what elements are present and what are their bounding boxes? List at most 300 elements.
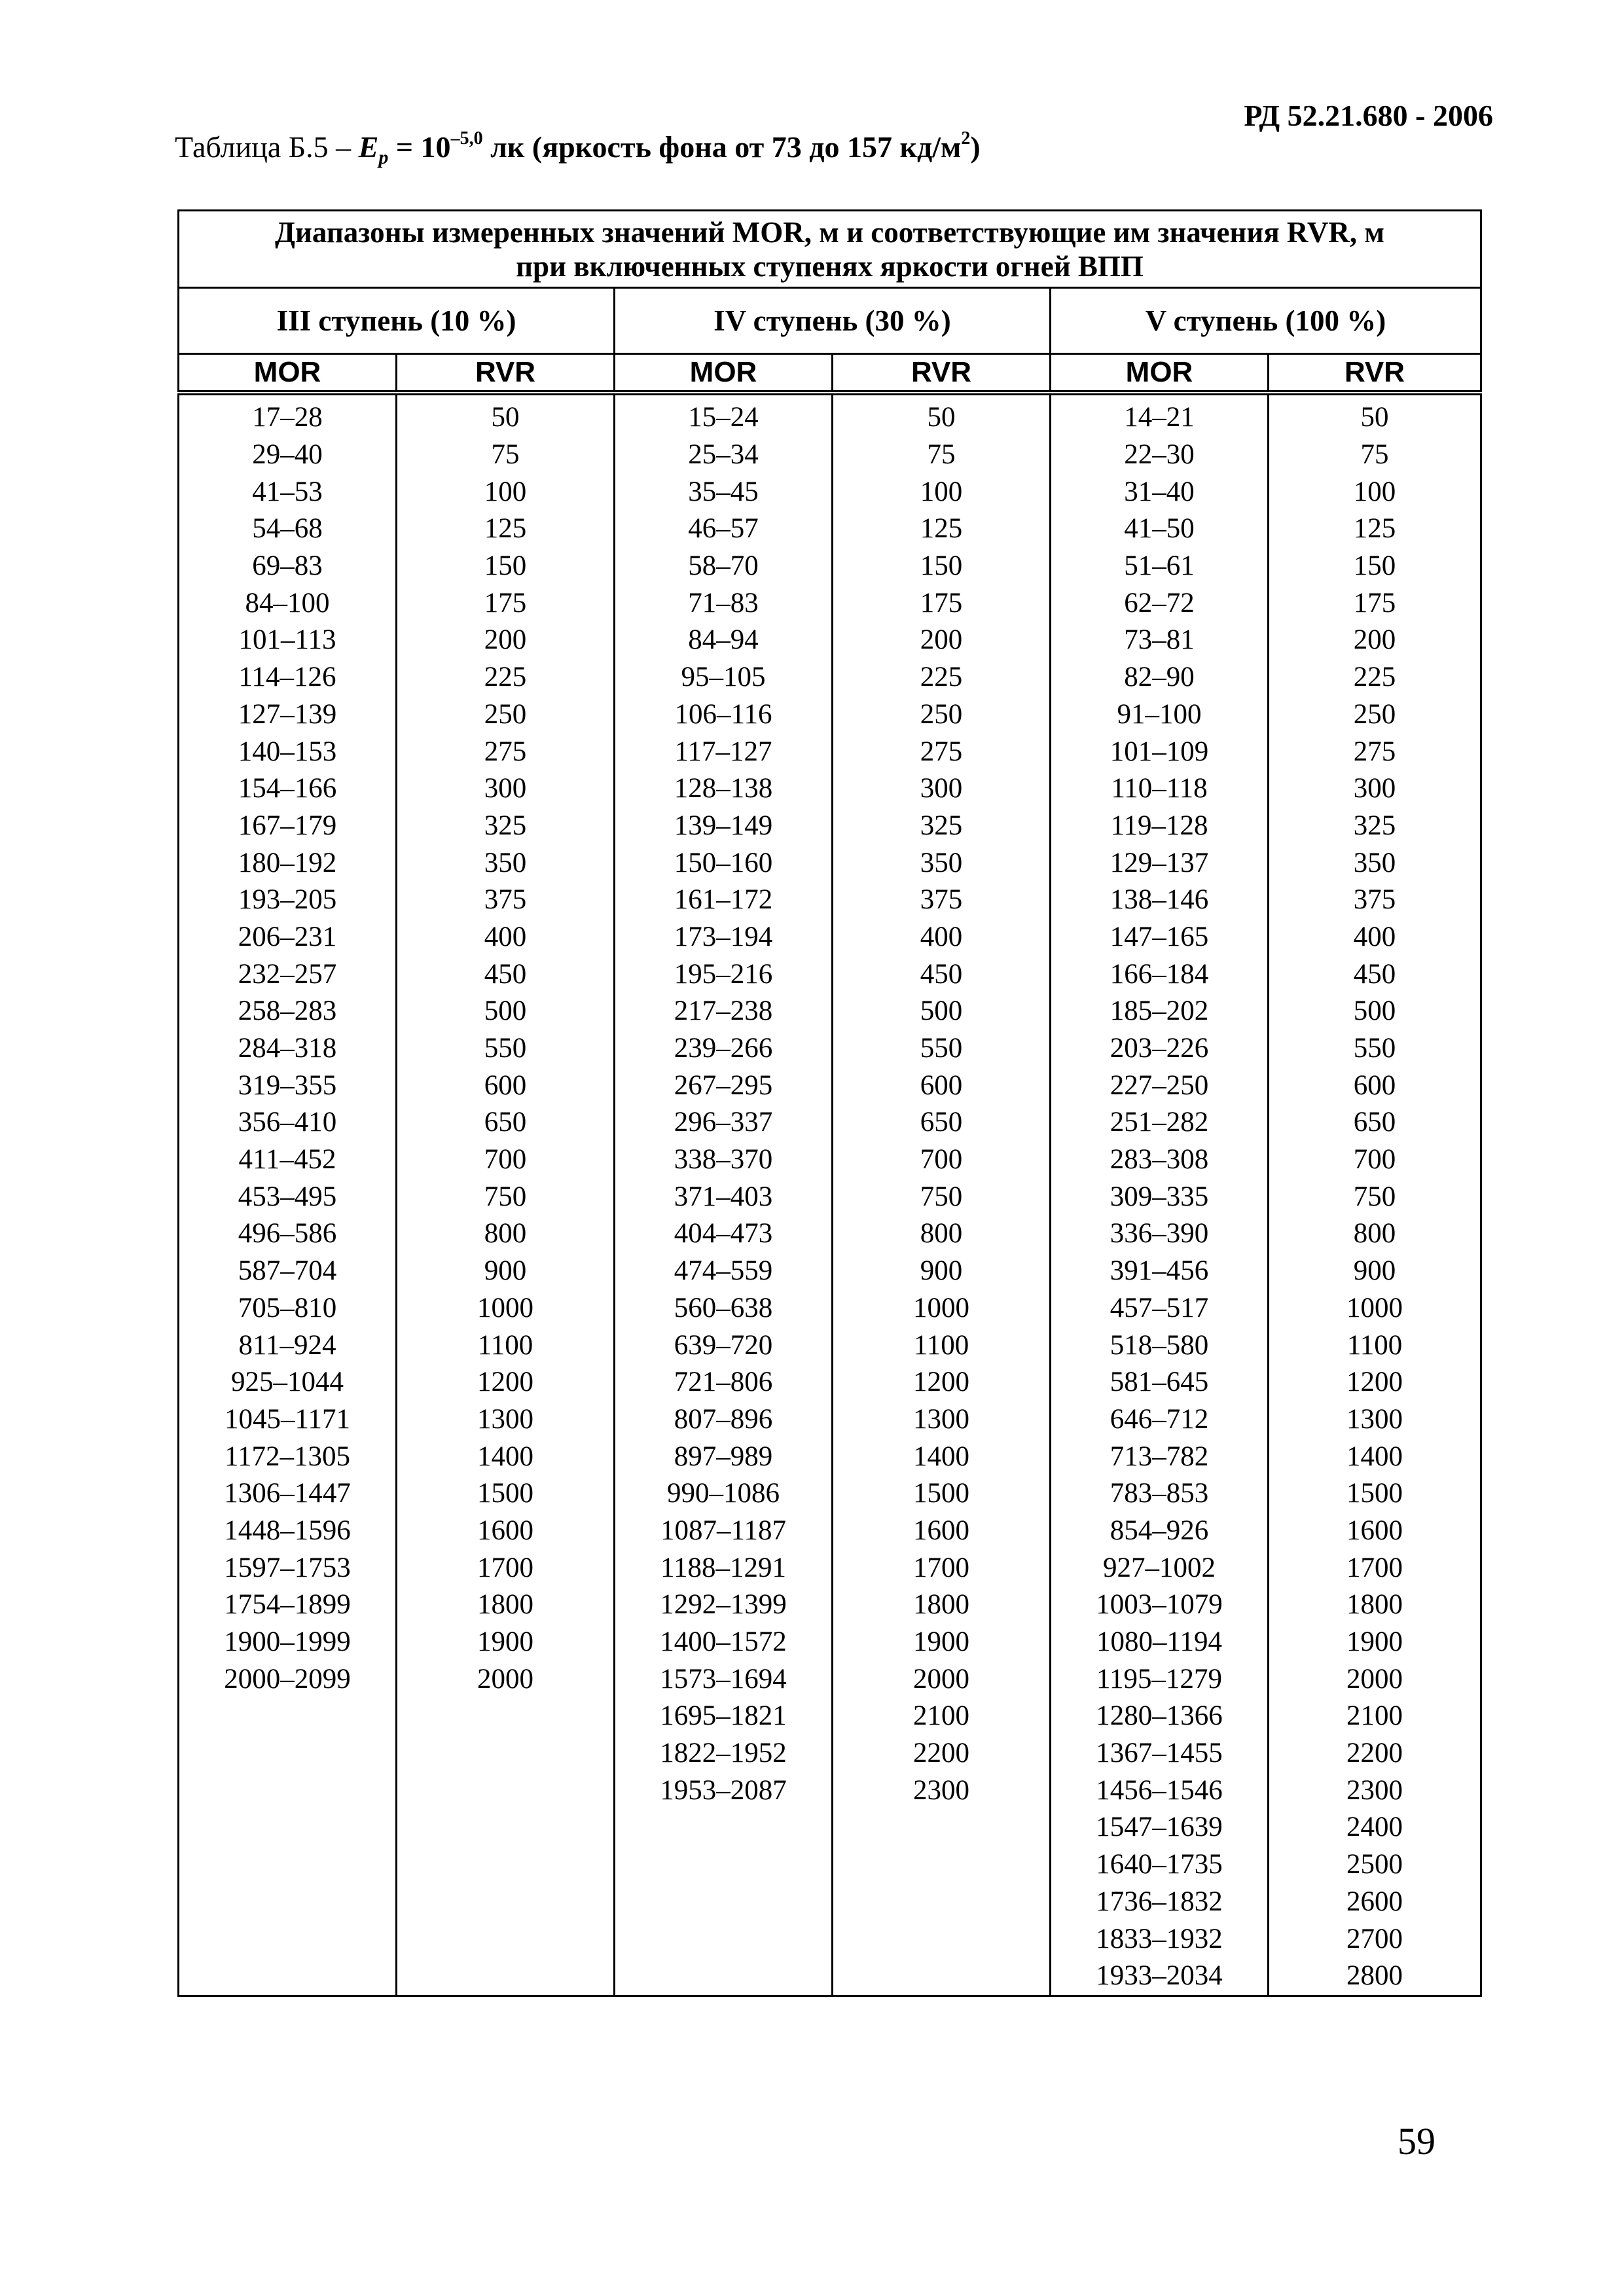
mor-cell: 1080–1194: [1051, 1624, 1269, 1661]
mor-cell: 1833–1932: [1051, 1920, 1269, 1958]
rvr-cell: [397, 1698, 615, 1735]
mor-cell: 587–704: [179, 1253, 397, 1290]
rvr-cell: 125: [833, 511, 1051, 548]
rvr-cell: 700: [833, 1141, 1051, 1179]
table-row: [179, 473, 1481, 511]
mor-cell: 54–68: [179, 511, 397, 548]
mor-cell: 356–410: [179, 1104, 397, 1141]
mor-cell: 73–81: [1051, 622, 1269, 659]
mor-cell: 139–149: [615, 808, 833, 845]
mor-cell: 150–160: [615, 844, 833, 882]
rvr-cell: 1300: [397, 1401, 615, 1439]
mor-cell: 1900–1999: [179, 1624, 397, 1661]
mor-cell: 22–30: [1051, 437, 1269, 474]
rvr-cell: 400: [397, 919, 615, 956]
table-row: [179, 844, 1481, 882]
rvr-cell: 150: [1269, 548, 1481, 585]
mor-cell: 1640–1735: [1051, 1846, 1269, 1884]
mor-cell: 283–308: [1051, 1141, 1269, 1179]
mor-cell: 138–146: [1051, 882, 1269, 919]
table-row: [179, 584, 1481, 622]
rvr-cell: 1400: [397, 1438, 615, 1475]
mor-cell: 338–370: [615, 1141, 833, 1179]
mor-cell: 1188–1291: [615, 1549, 833, 1587]
mor-cell: 2000–2099: [179, 1660, 397, 1698]
rvr-cell: 600: [397, 1067, 615, 1104]
rvr-cell: 1700: [1269, 1549, 1481, 1587]
mor-cell: 31–40: [1051, 473, 1269, 511]
mor-cell: 1172–1305: [179, 1438, 397, 1475]
mor-cell: 46–57: [615, 511, 833, 548]
caption-exponent: –5,0: [450, 128, 483, 149]
table-row: [179, 1364, 1481, 1401]
rvr-cell: 700: [397, 1141, 615, 1179]
mor-cell: [179, 1809, 397, 1846]
mor-cell: 1045–1171: [179, 1401, 397, 1439]
table-row: [179, 1698, 1481, 1735]
rvr-cell: 2300: [1269, 1772, 1481, 1809]
mor-cell: 496–586: [179, 1215, 397, 1253]
mor-cell: 474–559: [615, 1253, 833, 1290]
mor-cell: 581–645: [1051, 1364, 1269, 1401]
rvr-cell: 550: [833, 1030, 1051, 1067]
rvr-cell: 75: [833, 437, 1051, 474]
table-row: [179, 1475, 1481, 1513]
mor-cell: 180–192: [179, 844, 397, 882]
mor-cell: 404–473: [615, 1215, 833, 1253]
rvr-cell: 2400: [1269, 1809, 1481, 1846]
rvr-cell: 250: [833, 696, 1051, 734]
rvr-cell: 1600: [833, 1513, 1051, 1550]
rvr-cell: [397, 1772, 615, 1809]
table-row: [179, 393, 1481, 437]
table-row: [179, 1735, 1481, 1772]
mor-cell: 173–194: [615, 919, 833, 956]
table-row: [179, 882, 1481, 919]
mor-cell: 232–257: [179, 956, 397, 993]
rvr-cell: 1100: [833, 1327, 1051, 1364]
table-row: [179, 696, 1481, 734]
rvr-cell: 350: [1269, 844, 1481, 882]
table-row: [179, 808, 1481, 845]
mor-cell: 119–128: [1051, 808, 1269, 845]
rvr-cell: 350: [833, 844, 1051, 882]
rvr-cell: 1600: [397, 1513, 615, 1550]
mor-cell: 713–782: [1051, 1438, 1269, 1475]
caption-subscript: p: [378, 147, 389, 168]
mor-cell: 147–165: [1051, 919, 1269, 956]
mor-cell: 990–1086: [615, 1475, 833, 1513]
rvr-cell: 150: [397, 548, 615, 585]
rvr-cell: 175: [833, 584, 1051, 622]
mor-cell: 251–282: [1051, 1104, 1269, 1141]
rvr-cell: [833, 1846, 1051, 1884]
mor-cell: 1003–1079: [1051, 1587, 1269, 1624]
mor-cell: 1597–1753: [179, 1549, 397, 1587]
mor-cell: 807–896: [615, 1401, 833, 1439]
mor-cell: 227–250: [1051, 1067, 1269, 1104]
rvr-cell: 1100: [1269, 1327, 1481, 1364]
mor-cell: [179, 1698, 397, 1735]
mor-cell: 783–853: [1051, 1475, 1269, 1513]
table-body: [179, 393, 1481, 1996]
table-row: [179, 1846, 1481, 1884]
mor-cell: 25–34: [615, 437, 833, 474]
mor-cell: 128–138: [615, 770, 833, 808]
table-row: [179, 1030, 1481, 1067]
table-row: [179, 622, 1481, 659]
mor-cell: 15–24: [615, 393, 833, 437]
rvr-cell: [833, 1809, 1051, 1846]
rvr-cell: 1200: [833, 1364, 1051, 1401]
mor-cell: 1953–2087: [615, 1772, 833, 1809]
rvr-cell: 400: [1269, 919, 1481, 956]
rvr-cell: 1100: [397, 1327, 615, 1364]
rvr-cell: 1000: [833, 1290, 1051, 1327]
rvr-cell: 75: [397, 437, 615, 474]
rvr-cell: 1800: [833, 1587, 1051, 1624]
mor-cell: [615, 1920, 833, 1958]
mor-cell: [615, 1809, 833, 1846]
rvr-cell: 2000: [833, 1660, 1051, 1698]
table-row: [179, 1624, 1481, 1661]
mor-cell: 91–100: [1051, 696, 1269, 734]
rvr-cell: 325: [397, 808, 615, 845]
mor-cell: 258–283: [179, 993, 397, 1030]
rvr-cell: 375: [1269, 882, 1481, 919]
mor-cell: [179, 1884, 397, 1921]
rvr-cell: [397, 1920, 615, 1958]
rvr-cell: 2000: [1269, 1660, 1481, 1698]
rvr-cell: 500: [1269, 993, 1481, 1030]
mor-cell: 411–452: [179, 1141, 397, 1179]
caption-equals: = 10: [388, 130, 451, 164]
rvr-cell: 1800: [1269, 1587, 1481, 1624]
mor-cell: 721–806: [615, 1364, 833, 1401]
rvr-cell: 450: [833, 956, 1051, 993]
mor-cell: 17–28: [179, 393, 397, 437]
caption-prefix: Таблица Б.5 –: [175, 130, 359, 164]
rvr-cell: 1900: [397, 1624, 615, 1661]
rvr-cell: 1500: [1269, 1475, 1481, 1513]
mor-cell: 639–720: [615, 1327, 833, 1364]
mor-cell: 84–100: [179, 584, 397, 622]
step-header-iv: IV ступень (30 %): [615, 288, 1051, 354]
rvr-cell: 1500: [833, 1475, 1051, 1513]
rvr-cell: [397, 1884, 615, 1921]
rvr-cell: [833, 1884, 1051, 1921]
rvr-cell: 1400: [833, 1438, 1051, 1475]
rvr-cell: 1900: [833, 1624, 1051, 1661]
mor-cell: 217–238: [615, 993, 833, 1030]
table-row: [179, 1587, 1481, 1624]
rvr-cell: 900: [397, 1253, 615, 1290]
caption-symbol: E: [358, 130, 379, 164]
table-row: [179, 1920, 1481, 1958]
mor-cell: 71–83: [615, 584, 833, 622]
rvr-cell: 75: [1269, 437, 1481, 474]
rvr-cell: 600: [833, 1067, 1051, 1104]
rvr-cell: 2600: [1269, 1884, 1481, 1921]
rvr-cell: 2100: [1269, 1698, 1481, 1735]
mor-cell: 51–61: [1051, 548, 1269, 585]
rvr-cell: 1000: [397, 1290, 615, 1327]
mor-cell: 154–166: [179, 770, 397, 808]
page-number: 59: [1398, 2120, 1435, 2162]
rvr-cell: 700: [1269, 1141, 1481, 1179]
column-header-rvr: RVR: [1269, 354, 1481, 393]
rvr-cell: 400: [833, 919, 1051, 956]
rvr-cell: 100: [1269, 473, 1481, 511]
rvr-cell: 225: [833, 659, 1051, 696]
rvr-cell: 800: [833, 1215, 1051, 1253]
rvr-cell: 550: [397, 1030, 615, 1067]
mor-cell: 203–226: [1051, 1030, 1269, 1067]
mor-cell: [179, 1958, 397, 1996]
rvr-cell: 175: [1269, 584, 1481, 622]
table-row: [179, 1327, 1481, 1364]
mor-cell: 453–495: [179, 1178, 397, 1215]
caption-close: ): [970, 130, 981, 164]
table-title: [179, 211, 1481, 288]
mor-cell: 127–139: [179, 696, 397, 734]
rvr-cell: 650: [833, 1104, 1051, 1141]
mor-cell: 284–318: [179, 1030, 397, 1067]
table-row: [179, 1141, 1481, 1179]
table-row: [179, 1772, 1481, 1809]
column-header-mor: MOR: [1051, 354, 1269, 393]
mor-cell: 1456–1546: [1051, 1772, 1269, 1809]
rvr-cell: 300: [833, 770, 1051, 808]
rvr-cell: 900: [833, 1253, 1051, 1290]
mor-cell: 811–924: [179, 1327, 397, 1364]
mor-cell: 101–109: [1051, 733, 1269, 770]
mor-cell: 166–184: [1051, 956, 1269, 993]
column-header-rvr: RVR: [833, 354, 1051, 393]
caption-unit-exponent: 2: [961, 128, 971, 149]
rvr-cell: [833, 1920, 1051, 1958]
table-row: [179, 1958, 1481, 1996]
table-row: [179, 1549, 1481, 1587]
table-row: [179, 770, 1481, 808]
rvr-cell: 1400: [1269, 1438, 1481, 1475]
rvr-cell: 50: [397, 393, 615, 437]
mor-cell: 1736–1832: [1051, 1884, 1269, 1921]
mor-cell: 206–231: [179, 919, 397, 956]
mor-cell: 854–926: [1051, 1513, 1269, 1550]
mor-cell: 1280–1366: [1051, 1698, 1269, 1735]
rvr-cell: 275: [833, 733, 1051, 770]
table-row: [179, 993, 1481, 1030]
mor-cell: 101–113: [179, 622, 397, 659]
rvr-cell: 50: [833, 393, 1051, 437]
mor-rvr-table: [177, 209, 1482, 1997]
table-caption: [175, 128, 981, 168]
mor-cell: 29–40: [179, 437, 397, 474]
rvr-cell: 125: [1269, 511, 1481, 548]
rvr-cell: 200: [833, 622, 1051, 659]
rvr-cell: 1500: [397, 1475, 615, 1513]
table-row: [179, 1809, 1481, 1846]
rvr-cell: 300: [397, 770, 615, 808]
mor-cell: 267–295: [615, 1067, 833, 1104]
mor-cell: 1448–1596: [179, 1513, 397, 1550]
rvr-cell: 750: [1269, 1178, 1481, 1215]
step-header-v: V ступень (100 %): [1051, 288, 1481, 354]
rvr-cell: 750: [397, 1178, 615, 1215]
rvr-cell: 600: [1269, 1067, 1481, 1104]
mor-cell: 1933–2034: [1051, 1958, 1269, 1996]
mor-cell: 110–118: [1051, 770, 1269, 808]
mor-cell: 1367–1455: [1051, 1735, 1269, 1772]
mor-cell: 1195–1279: [1051, 1660, 1269, 1698]
mor-cell: 1754–1899: [179, 1587, 397, 1624]
mor-cell: 69–83: [179, 548, 397, 585]
table-row: [179, 1215, 1481, 1253]
table-title-line-1: Диапазоны измеренных значений MOR, м и соответствующие им значения RVR, м: [275, 215, 1384, 249]
rvr-cell: 2100: [833, 1698, 1051, 1735]
rvr-cell: 650: [1269, 1104, 1481, 1141]
mor-cell: [615, 1884, 833, 1921]
rvr-cell: 350: [397, 844, 615, 882]
mor-cell: 1695–1821: [615, 1698, 833, 1735]
rvr-cell: 100: [833, 473, 1051, 511]
mor-cell: 58–70: [615, 548, 833, 585]
mor-cell: 371–403: [615, 1178, 833, 1215]
rvr-cell: 750: [833, 1178, 1051, 1215]
table-row: [179, 1513, 1481, 1550]
rvr-cell: 250: [397, 696, 615, 734]
rvr-cell: 175: [397, 584, 615, 622]
mor-cell: 195–216: [615, 956, 833, 993]
mor-cell: 185–202: [1051, 993, 1269, 1030]
mor-cell: 336–390: [1051, 1215, 1269, 1253]
rvr-cell: 200: [1269, 622, 1481, 659]
document-code: РД 52.21.680 - 2006: [1244, 99, 1493, 132]
rvr-cell: 450: [397, 956, 615, 993]
mor-cell: 41–53: [179, 473, 397, 511]
rvr-cell: 275: [397, 733, 615, 770]
rvr-cell: 1000: [1269, 1290, 1481, 1327]
rvr-cell: 2300: [833, 1772, 1051, 1809]
table-row: [179, 733, 1481, 770]
rvr-cell: 2200: [833, 1735, 1051, 1772]
rvr-cell: 150: [833, 548, 1051, 585]
mor-cell: 106–116: [615, 696, 833, 734]
mor-cell: 1822–1952: [615, 1735, 833, 1772]
rvr-cell: [397, 1846, 615, 1884]
table-row: [179, 1884, 1481, 1921]
mor-cell: 518–580: [1051, 1327, 1269, 1364]
rvr-cell: [397, 1735, 615, 1772]
rvr-cell: 2700: [1269, 1920, 1481, 1958]
mor-cell: 82–90: [1051, 659, 1269, 696]
rvr-cell: 275: [1269, 733, 1481, 770]
mor-cell: 391–456: [1051, 1253, 1269, 1290]
rvr-cell: 500: [397, 993, 615, 1030]
mor-cell: 193–205: [179, 882, 397, 919]
mor-cell: [179, 1735, 397, 1772]
table-row: [179, 1253, 1481, 1290]
rvr-cell: 125: [397, 511, 615, 548]
rvr-cell: 225: [397, 659, 615, 696]
table-row: [179, 1104, 1481, 1141]
caption-suffix: лк (яркость фона от 73 до 157 кд/м: [482, 130, 962, 164]
rvr-cell: 2000: [397, 1660, 615, 1698]
rvr-cell: 200: [397, 622, 615, 659]
rvr-cell: 900: [1269, 1253, 1481, 1290]
table-row: [179, 1178, 1481, 1215]
table-row: [179, 956, 1481, 993]
table-row: [179, 659, 1481, 696]
mor-cell: [179, 1772, 397, 1809]
mor-cell: 309–335: [1051, 1178, 1269, 1215]
mor-cell: 1573–1694: [615, 1660, 833, 1698]
rvr-cell: 300: [1269, 770, 1481, 808]
rvr-cell: 650: [397, 1104, 615, 1141]
mor-cell: 1292–1399: [615, 1587, 833, 1624]
table-row: [179, 511, 1481, 548]
rvr-cell: 800: [397, 1215, 615, 1253]
mor-cell: 897–989: [615, 1438, 833, 1475]
mor-cell: 646–712: [1051, 1401, 1269, 1439]
step-header-iii: III ступень (10 %): [179, 288, 615, 354]
rvr-cell: 450: [1269, 956, 1481, 993]
rvr-cell: 2200: [1269, 1735, 1481, 1772]
mor-cell: 35–45: [615, 473, 833, 511]
rvr-cell: 325: [833, 808, 1051, 845]
mor-cell: 140–153: [179, 733, 397, 770]
mor-cell: 14–21: [1051, 393, 1269, 437]
mor-cell: 84–94: [615, 622, 833, 659]
table-title-line-2: при включенных ступенях яркости огней ВПП: [516, 249, 1144, 283]
mor-cell: 1306–1447: [179, 1475, 397, 1513]
rvr-cell: 1300: [1269, 1401, 1481, 1439]
table-row: [179, 1067, 1481, 1104]
rvr-cell: 1900: [1269, 1624, 1481, 1661]
column-header-mor: MOR: [615, 354, 833, 393]
mor-cell: 1400–1572: [615, 1624, 833, 1661]
rvr-cell: 1200: [1269, 1364, 1481, 1401]
mor-cell: 457–517: [1051, 1290, 1269, 1327]
rvr-cell: 325: [1269, 808, 1481, 845]
table-row: [179, 1660, 1481, 1698]
mor-cell: 161–172: [615, 882, 833, 919]
rvr-cell: 1300: [833, 1401, 1051, 1439]
table-row: [179, 1438, 1481, 1475]
mor-cell: [179, 1920, 397, 1958]
mor-cell: 114–126: [179, 659, 397, 696]
mor-cell: 117–127: [615, 733, 833, 770]
rvr-cell: 1800: [397, 1587, 615, 1624]
rvr-cell: 500: [833, 993, 1051, 1030]
rvr-cell: 50: [1269, 393, 1481, 437]
rvr-cell: 800: [1269, 1215, 1481, 1253]
mor-cell: 167–179: [179, 808, 397, 845]
column-header-mor: MOR: [179, 354, 397, 393]
mor-cell: [179, 1846, 397, 1884]
rvr-cell: 225: [1269, 659, 1481, 696]
rvr-cell: 1700: [397, 1549, 615, 1587]
rvr-cell: 250: [1269, 696, 1481, 734]
table-row: [179, 1401, 1481, 1439]
mor-cell: 129–137: [1051, 844, 1269, 882]
rvr-cell: [833, 1958, 1051, 1996]
rvr-cell: [397, 1809, 615, 1846]
rvr-cell: [397, 1958, 615, 1996]
rvr-cell: 100: [397, 473, 615, 511]
mor-cell: 95–105: [615, 659, 833, 696]
